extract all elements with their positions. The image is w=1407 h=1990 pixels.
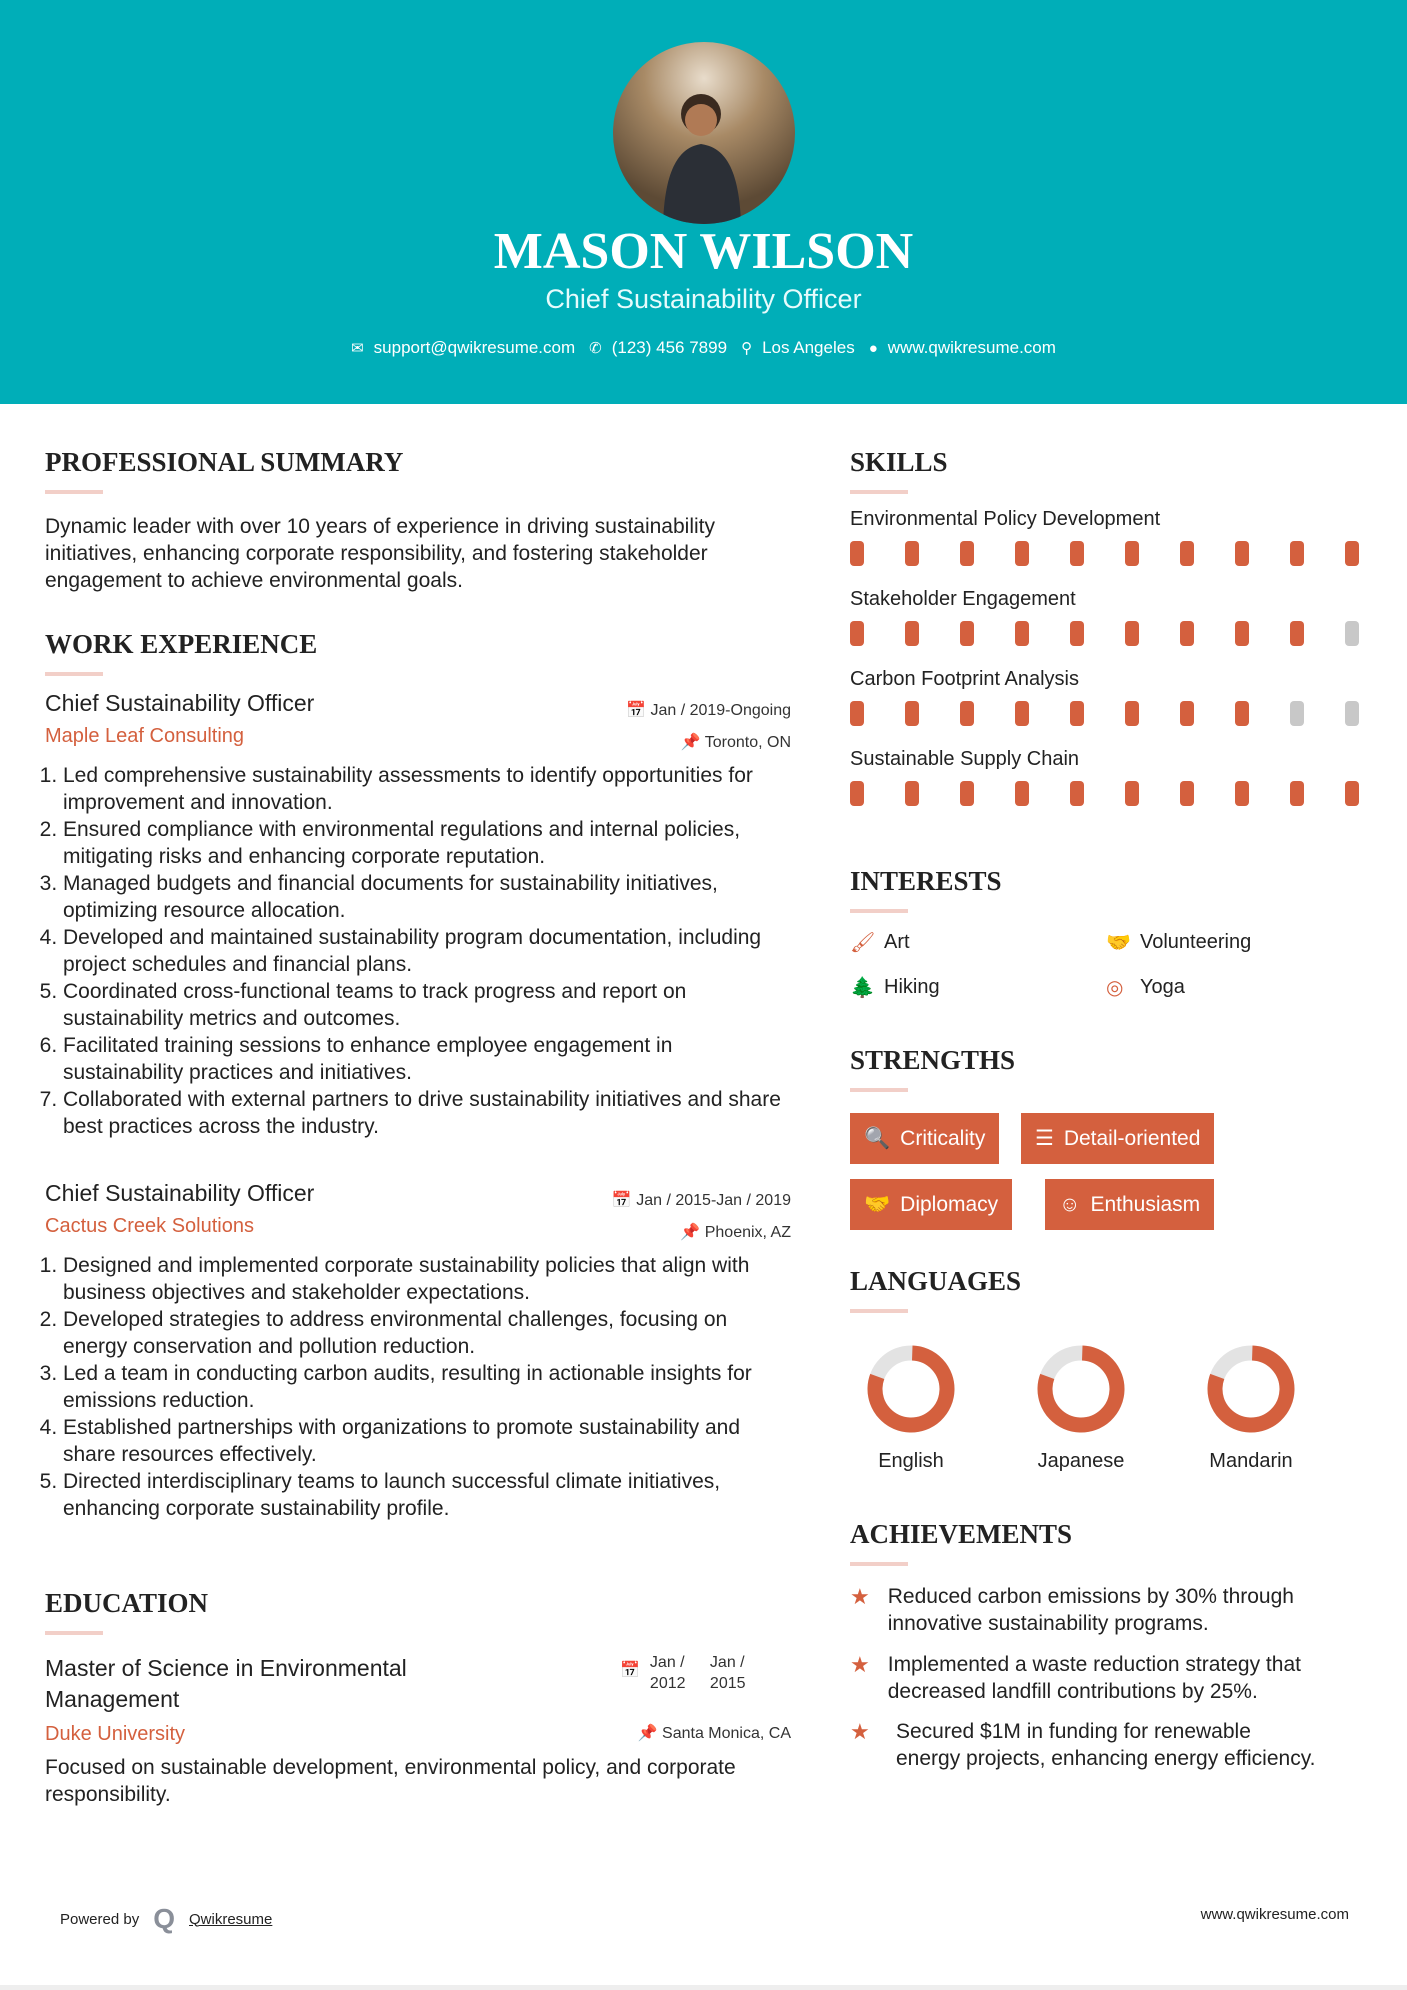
strength-chip-diplomacy: 🤝 Diplomacy [850, 1179, 1012, 1230]
skill-level-dots [850, 541, 1370, 566]
job-role: Chief Sustainability Officer [45, 690, 315, 716]
section-heading: STRENGTHS [850, 1045, 1016, 1075]
skill-dot [1070, 781, 1084, 806]
skill-dot [1345, 701, 1359, 726]
map-pin-icon: ⚲ [741, 340, 753, 357]
skill-dot [1180, 541, 1194, 566]
skill-dot [1180, 781, 1194, 806]
work-section [45, 629, 791, 676]
strength-chip-enthusiasm: ☺ Enthusiasm [1045, 1179, 1214, 1230]
bullet: 5. Directed interdisciplinary teams to launch successful climate initiatives, enhancing corporate sustainability profile. [63, 1468, 791, 1522]
skill-dot [905, 781, 919, 806]
education-location: 📌 Santa Monica, CA [637, 1725, 791, 1742]
skill-name: Stakeholder Engagement [850, 588, 1076, 610]
phone-icon: ✆ [589, 340, 602, 357]
date-start: Jan / 2012 [649, 1654, 686, 1692]
skill-dot [1015, 541, 1029, 566]
skill-name: Sustainable Supply Chain [850, 748, 1080, 770]
education-date [620, 1652, 754, 1694]
skill-level-dots [850, 621, 1370, 646]
section-heading: INTERESTS [850, 866, 1002, 896]
email-item[interactable] [351, 338, 575, 358]
skill-dot [850, 621, 864, 646]
tree-icon: 🌲 [850, 977, 875, 999]
bullet: 2. Developed strategies to address environmental challenges, focusing on energy conservation and pollution reduction. [63, 1306, 791, 1360]
footer-brand [60, 1903, 272, 1935]
smile-icon: ☺ [1059, 1192, 1081, 1216]
skill-dot [960, 541, 974, 566]
bullet: 1. Led comprehensive sustainability assessments to identify opportunities for improvement and innovation. [63, 762, 791, 816]
lifebuoy-icon: ◎ [1106, 977, 1124, 999]
skill-dot [1345, 621, 1359, 646]
job-location: 📌 Toronto, ON [680, 734, 791, 751]
strengths-section [850, 1045, 1015, 1092]
website-item[interactable] [869, 338, 1056, 358]
languages-section [850, 1266, 1021, 1313]
bullet: 7. Collaborated with external partners to drive sustainability initiatives and share best practices across the industry. [63, 1086, 791, 1140]
location-item [741, 338, 855, 358]
date-end: Jan / 2015 [709, 1654, 746, 1692]
school: Duke University [45, 1723, 186, 1745]
language-name: English [878, 1450, 944, 1472]
skill-dot [1180, 621, 1194, 646]
skill-dot [1015, 621, 1029, 646]
skills-section [850, 447, 1370, 828]
skill-item [850, 668, 1370, 726]
calendar-icon: 📅 [620, 1662, 640, 1679]
heading-underline [850, 909, 908, 913]
skill-name: Carbon Footprint Analysis [850, 668, 1080, 690]
section-heading: ACHIEVEMENTS [850, 1519, 1073, 1549]
job-role: Chief Sustainability Officer [45, 1180, 315, 1206]
bullet: 6. Facilitated training sessions to enhance employee engagement in sustainability practices and initiatives. [63, 1032, 791, 1086]
job-company: Cactus Creek Solutions [45, 1215, 254, 1237]
contact-bar [0, 338, 1407, 358]
phone-item [589, 338, 727, 358]
summary-text: Dynamic leader with over 10 years of experience in driving sustainability initiatives, enhancing corporate responsibility, and fostering stakeholder engagement to achieve environmental goals. [45, 515, 715, 592]
skill-dot [960, 621, 974, 646]
bullet: 5. Coordinated cross-functional teams to track progress and report on sustainability metrics and outcomes. [63, 978, 791, 1032]
language-name: Mandarin [1209, 1450, 1293, 1472]
skill-dot [1070, 541, 1084, 566]
bullet: 4. Established partnerships with organizations to promote sustainability and share resources effectively. [63, 1414, 791, 1468]
section-heading: PROFESSIONAL SUMMARY [45, 447, 404, 477]
skill-dot [1015, 701, 1029, 726]
skill-name: Environmental Policy Development [850, 508, 1161, 530]
skill-dot [1125, 781, 1139, 806]
page-bottom-border [0, 1985, 1407, 1990]
candidate-name: MASON WILSON [493, 223, 914, 280]
skill-dot [1290, 541, 1304, 566]
job-entry [45, 1180, 791, 1522]
handshake-icon: 🤝 [864, 1192, 891, 1216]
interests-section [850, 866, 1002, 913]
skill-dot [960, 701, 974, 726]
skill-dot [850, 781, 864, 806]
skill-dot [1125, 541, 1139, 566]
footer-url[interactable]: www.qwikresume.com [1200, 1906, 1349, 1923]
heading-underline [45, 490, 103, 494]
achievement-item: ★ Secured $1M in funding for renewable energy projects, enhancing energy efficiency. [850, 1719, 1316, 1770]
skill-dot [1125, 701, 1139, 726]
skill-dot [1070, 701, 1084, 726]
summary-section [45, 447, 795, 594]
list-icon: ☰ [1035, 1127, 1054, 1150]
star-icon: ★ [850, 1584, 870, 1609]
education-text: Focused on sustainable development, environmental policy, and corporate responsibility. [45, 1756, 736, 1806]
skill-dot [1235, 541, 1249, 566]
skill-dot [1015, 781, 1029, 806]
profile-photo [613, 42, 795, 224]
skill-dot [1235, 701, 1249, 726]
skill-dot [1180, 701, 1194, 726]
skill-dot [1070, 621, 1084, 646]
bullet: 2. Ensured compliance with environmental regulations and internal policies, mitigating risks and enhancing corporate reputation. [63, 816, 791, 870]
powered-by: Powered by [60, 1910, 140, 1928]
heading-underline [45, 1631, 103, 1635]
job-bullets [45, 762, 791, 1140]
language-donut [1031, 1339, 1131, 1439]
job-date: 📅 Jan / 2015-Jan / 2019 [611, 1192, 791, 1209]
achievements-section [850, 1519, 1072, 1566]
skill-dot [1290, 621, 1304, 646]
job-location: 📌 Phoenix, AZ [680, 1224, 791, 1241]
job-date: 📅 Jan / 2019-Ongoing [626, 702, 791, 719]
skill-dot [960, 781, 974, 806]
achievement-item: ★ Implemented a waste reduction strategy that decreased landfill contributions by 25%. [850, 1652, 1301, 1703]
skill-dot [1290, 781, 1304, 806]
qwikresume-link[interactable]: Qwikresume [189, 1910, 273, 1928]
skill-item [850, 508, 1370, 566]
job-company: Maple Leaf Consulting [45, 725, 245, 747]
strength-chip-detail-oriented: ☰ Detail-oriented [1021, 1113, 1214, 1164]
skill-dot [905, 541, 919, 566]
star-icon: ★ [850, 1719, 870, 1744]
bullet: 3. Managed budgets and financial documents for sustainability initiatives, optimizing resource allocation. [63, 870, 791, 924]
skill-dot [1235, 621, 1249, 646]
job-entry [45, 690, 791, 1140]
strength-chip-criticality: 🔍 Criticality [850, 1113, 999, 1164]
email-text: support@qwikresume.com [373, 338, 576, 357]
skill-dot [850, 541, 864, 566]
skill-dot [850, 701, 864, 726]
skill-dot [1345, 781, 1359, 806]
interest-hiking: 🌲 Hiking [850, 976, 940, 999]
skill-level-dots [850, 701, 1370, 726]
search-icon: 🔍 [864, 1126, 891, 1150]
qwikresume-logo-icon: Q [153, 1903, 175, 1934]
section-heading: EDUCATION [45, 1588, 209, 1618]
skill-level-dots [850, 781, 1370, 806]
heading-underline [850, 1309, 908, 1313]
heading-underline [850, 490, 908, 494]
star-icon: ★ [850, 1652, 870, 1677]
bullet: 1. Designed and implemented corporate sustainability policies that align with business objectives and stakeholder expectations. [63, 1252, 791, 1306]
section-heading: WORK EXPERIENCE [45, 629, 318, 659]
section-heading: SKILLS [850, 447, 948, 477]
degree: Master of Science in Environmental Management [45, 1655, 407, 1712]
section-heading: LANGUAGES [850, 1266, 1022, 1296]
bullet: 3. Led a team in conducting carbon audits, resulting in actionable insights for emissions reduction. [63, 1360, 791, 1414]
bullet: 4. Developed and maintained sustainability program documentation, including project schedules and financial plans. [63, 924, 791, 978]
handshake-icon: 🤝 [1106, 932, 1131, 954]
interest-art: 🖌 Art [850, 931, 910, 954]
skill-item [850, 748, 1370, 806]
heading-underline [850, 1562, 908, 1566]
heading-underline [850, 1088, 908, 1092]
skill-dot [1235, 781, 1249, 806]
paintbrush-icon: 🖌 [850, 932, 876, 954]
skill-dot [905, 701, 919, 726]
education-section [45, 1588, 791, 1808]
skill-item [850, 588, 1370, 646]
interest-volunteering: 🤝 Volunteering [1106, 931, 1252, 954]
candidate-title: Chief Sustainability Officer [545, 284, 862, 314]
website-text: www.qwikresume.com [887, 338, 1056, 357]
heading-underline [45, 672, 103, 676]
interest-yoga: ◎ Yoga [1106, 976, 1185, 999]
phone-text: (123) 456 7899 [611, 338, 728, 357]
language-name: Japanese [1037, 1450, 1125, 1472]
skill-dot [1345, 541, 1359, 566]
location-text: Los Angeles [762, 338, 855, 357]
envelope-icon: ✉ [351, 340, 364, 357]
globe-icon: ● [868, 340, 878, 357]
language-donut [1201, 1339, 1301, 1439]
job-bullets [45, 1252, 791, 1522]
skill-dot [1290, 701, 1304, 726]
language-donut [861, 1339, 961, 1439]
achievement-item: ★ Reduced carbon emissions by 30% through innovative sustainability programs. [850, 1584, 1294, 1635]
skill-dot [1125, 621, 1139, 646]
skill-dot [905, 621, 919, 646]
